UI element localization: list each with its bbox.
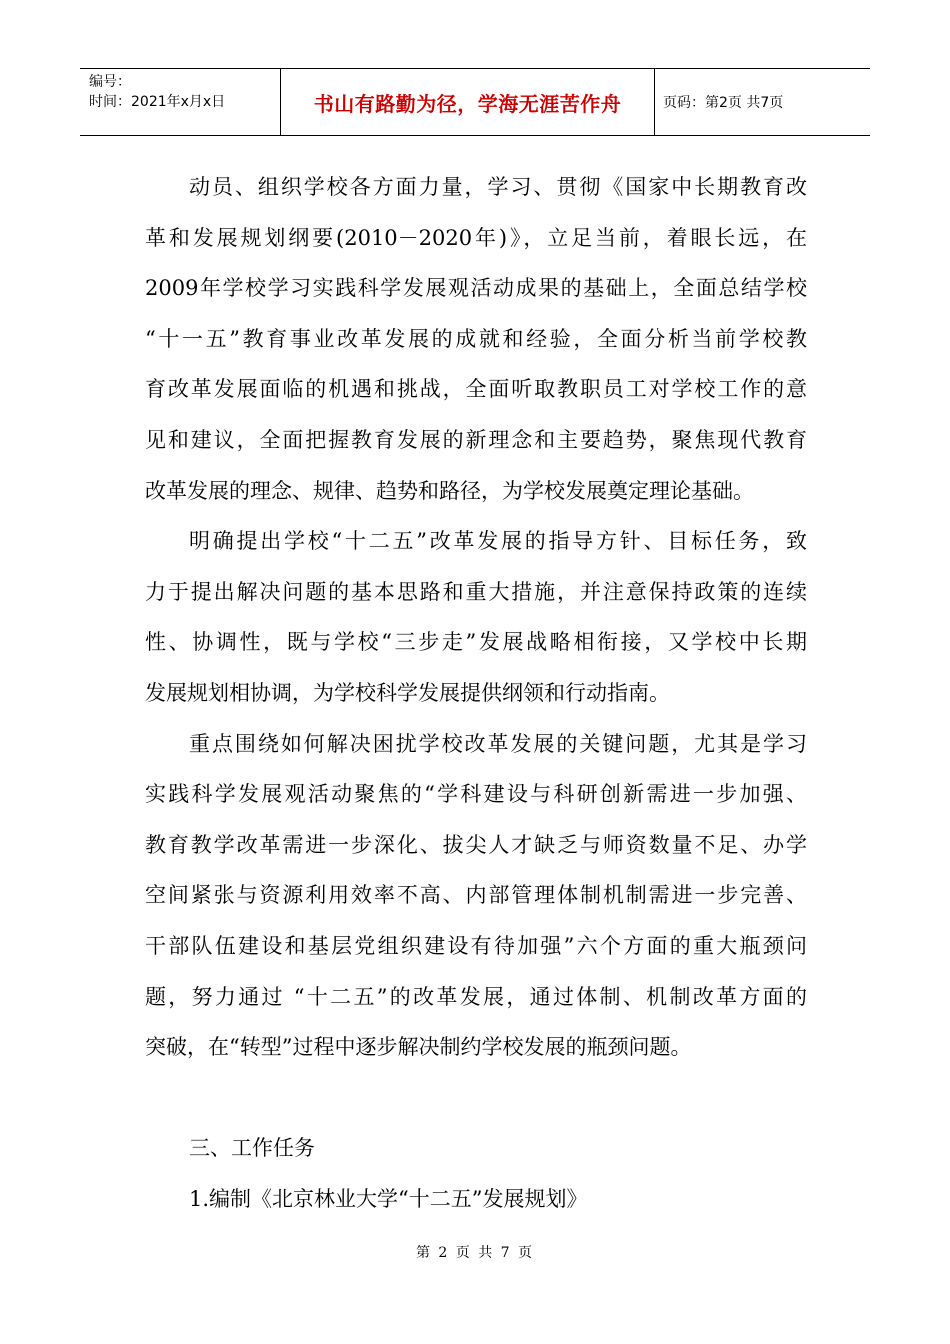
paragraph-line: 育改革发展面临的机遇和挑战，全面听取教职员工对学校工作的意 [145, 377, 807, 402]
header-motto-cell [281, 69, 655, 135]
paragraph-line: 教育教学改革需进一步深化、拔尖人才缺乏与师资数量不足、办学 [145, 832, 807, 857]
header-page-cell [655, 69, 870, 135]
header-page-info: 页码：第2页 共7页 [663, 95, 784, 111]
page-footer: 第 2 页 共 7 页 [415, 1245, 535, 1261]
paragraph-line: 发展规划相协调，为学校科学发展提供纲领和行动指南。 [145, 680, 670, 705]
paragraph-line: 空间紧张与资源利用效率不高、内部管理体制机制需进一步完善、 [145, 883, 807, 908]
paragraph-line: 革和发展规划纲要(2010－2020年)》，立足当前，着眼长远，在 [145, 225, 807, 250]
paragraph-line: “十一五”教育事业改革发展的成就和经验，全面分析当前学校教 [145, 326, 807, 351]
page-header [80, 68, 870, 136]
paragraph-line: 性、协调性，既与学校“三步走”发展战略相衔接，又学校中长期 [145, 630, 807, 655]
paragraph-line: 明确提出学校“十二五”改革发展的指导方针、目标任务，致 [189, 529, 807, 554]
paragraph-line: 题，努力通过 “十二五”的改革发展，通过体制、机制改革方面的 [145, 984, 807, 1009]
paragraph-line: 重点围绕如何解决困扰学校改革发展的关键问题，尤其是学习 [189, 731, 807, 756]
paragraph-line: 见和建议，全面把握教育发展的新理念和主要趋势，聚焦现代教育 [145, 427, 807, 452]
paragraph-line: 改革发展的理念、规律、趋势和路径，为学校发展奠定理论基础。 [145, 478, 754, 503]
header-motto: 书山有路勤为径，学海无涯苦作舟 [313, 91, 622, 116]
document-body [145, 162, 807, 1224]
document-number-label: 编号： [89, 74, 131, 90]
paragraph-line: 干部队伍建设和基层党组织建设有待加强”六个方面的重大瓶颈问 [145, 933, 807, 958]
header-meta-cell [80, 69, 281, 135]
paragraph-line: 突破，在“转型”过程中逐步解决制约学校发展的瓶颈问题。 [145, 1035, 692, 1060]
paragraph-line: 力于提出解决问题的基本思路和重大措施，并注意保持政策的连续 [145, 579, 807, 604]
paragraph-line: 2009年学校学习实践科学发展观活动成果的基础上，全面总结学校 [145, 276, 807, 301]
section-heading: 三、工作任务 [189, 1136, 315, 1161]
document-time-label: 时间：2021年x月x日 [89, 94, 226, 110]
subsection-heading: 1.编制《北京林业大学“十二五”发展规划》 [189, 1186, 588, 1211]
paragraph-line: 动员、组织学校各方面力量，学习、贯彻《国家中长期教育改 [189, 175, 807, 199]
paragraph-line: 实践科学发展观活动聚焦的“学科建设与科研创新需进一步加强、 [145, 782, 807, 807]
blank-line [145, 1073, 807, 1124]
